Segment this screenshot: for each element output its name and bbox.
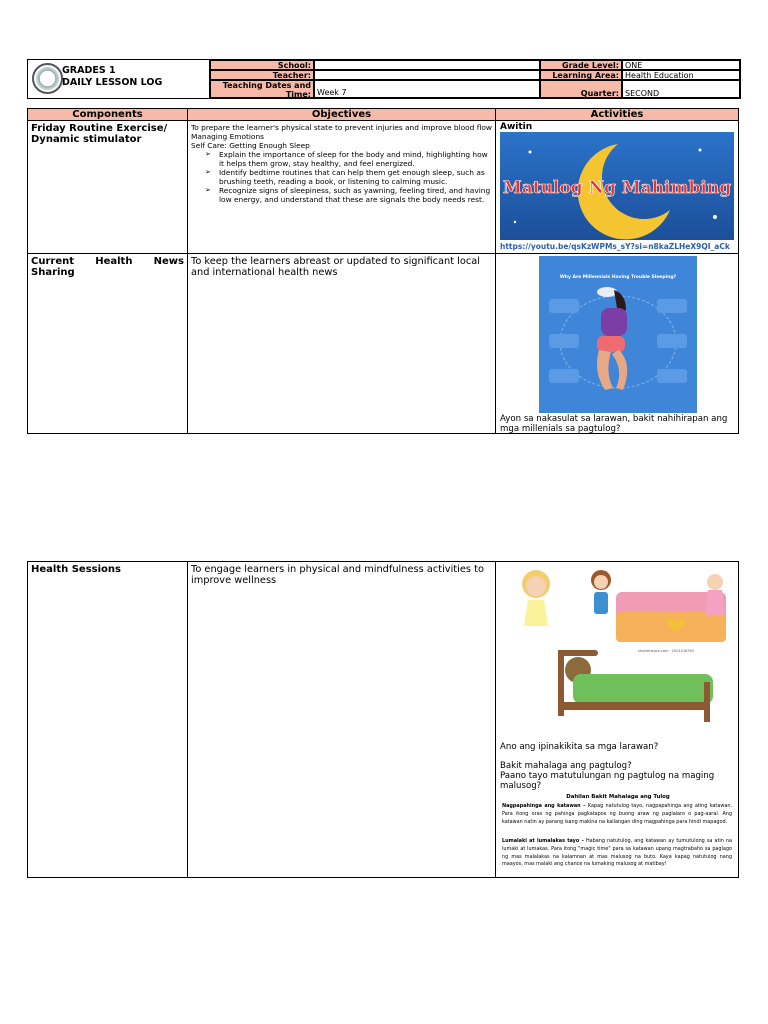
row1-objective-intro: To prepare the learner's physical state to prevent injuries and improve blood flow <box>191 123 492 132</box>
row3-question-3: Paano tayo matutulungan ng pagtulog na maging malusog? <box>500 771 715 791</box>
title-grades: GRADES 1 <box>62 65 116 76</box>
row3-question-1: Ano ang ipinakikita sa mga larawan? <box>500 742 659 752</box>
svg-text:shutterstock.com · 2001516392: shutterstock.com · 2001516392 <box>638 649 695 653</box>
col-components: Components <box>27 108 188 121</box>
grade-label: Grade Level: <box>540 60 622 70</box>
reading-paragraph-1 <box>502 803 732 826</box>
teacher-value <box>314 70 540 80</box>
teacher-label: Teacher: <box>210 70 314 80</box>
row1-component: Friday Routine Exercise/ Dynamic stimulator <box>27 120 188 254</box>
reading-p2-head: Lumalaki at lumalakas tayo – <box>502 838 584 844</box>
logo-area <box>28 60 210 98</box>
area-label: Learning Area: <box>540 70 622 80</box>
infographic-title: Why Are Millennials Having Trouble Sleeping? <box>559 275 677 280</box>
dates-label: Teaching Dates and Time: <box>210 80 314 98</box>
sleeping-woman-icon <box>539 284 697 413</box>
row1-topic1: Managing Emotions <box>191 132 264 141</box>
row3-question-2: Bakit mahalaga ang pagtulog? <box>500 761 632 771</box>
reading-p2-text: Habang natutulog, ang katawan ay tumutulong sa atin na lumaki at lumakas. Para itong "magic time" para sa katawan upang magtrabaho sa paglago ng mas malalakas na kalamnan at mas malusog na buto. Kaya kapag natutulog nang maayos, mas malaki ang chance na lumaking malusog at matibay! <box>502 838 732 868</box>
sleep-infographic <box>539 256 697 413</box>
dates-value: Week 7 <box>314 80 540 98</box>
bullet-item: ➢ Explain the importance of sleep for the body and mind, highlighting how it helps them grow, stay healthy, and feel energized. <box>219 150 492 168</box>
children-sleeping-icon <box>508 562 733 745</box>
area-value: Health Education <box>622 70 740 80</box>
row1-topic2: Self Care: Getting Enough Sleep <box>191 141 310 150</box>
bullet-item: ➢ Identify bedtime routines that can help them get enough sleep, such as brushing teeth, reading a book, or listening to calming music. <box>219 168 492 186</box>
row1-objective <box>187 120 496 254</box>
row2-activity <box>495 253 739 434</box>
row3-component: Health Sessions <box>27 561 188 878</box>
bullet-item: ➢ Recognize signs of sleepiness, such as yawning, feeling tired, and having low energy, and understand that these are signals the body needs rest. <box>219 186 492 204</box>
reading-title: Dahilan Bakit Mahalaga ang Tulog <box>566 794 670 800</box>
school-value <box>314 60 540 70</box>
school-label: School: <box>210 60 314 70</box>
row1-bullets <box>191 150 492 204</box>
row3-objective: To engage learners in physical and mindfulness activities to improve wellness <box>187 561 496 878</box>
title-dll: DAILY LESSON LOG <box>62 77 163 88</box>
song-thumbnail[interactable] <box>500 132 734 240</box>
row2-component <box>27 253 188 434</box>
row2-caption: Ayon sa nakasulat sa larawan, bakit nahihirapan ang mga millenials sa pagtulog? <box>500 414 728 434</box>
youtube-link[interactable]: https://youtu.be/qsKzWPMs_sY?si=n8kaZLHeX9QI_aCk <box>500 242 730 251</box>
header-left <box>210 60 540 98</box>
grade-value: ONE <box>622 60 740 70</box>
deped-seal-icon <box>32 63 63 94</box>
row1-activity <box>495 120 739 254</box>
reading-p1-head: Nagpapahinga ang katawan – <box>502 803 586 809</box>
header-table <box>27 59 741 99</box>
quarter-label: Quarter: <box>540 80 622 98</box>
awitin-label: Awitin <box>500 122 533 132</box>
song-title: Matulog Ng Mahimbing <box>502 178 732 198</box>
col-activities: Activities <box>495 108 739 121</box>
col-objectives: Objectives <box>187 108 496 121</box>
reading-p1-text: Kapag natutulog tayo, nagpapahinga ang ating katawan. Para itong oras ng pahinga pagkatapos ng buong araw ng paglalaro o pag-aaral. Ang katawan natin ay parang isang makina na kailangan ding magpahinga para hindi mapagod. <box>502 803 732 825</box>
row2-objective: To keep the learners abreast or updated to significant local and international health news <box>187 253 496 434</box>
quarter-value: SECOND <box>622 80 740 98</box>
row3-activity <box>495 561 739 878</box>
header-right <box>540 60 740 98</box>
row2-component-text: Current Health News Sharing <box>31 256 184 278</box>
reading-paragraph-2 <box>502 838 732 869</box>
